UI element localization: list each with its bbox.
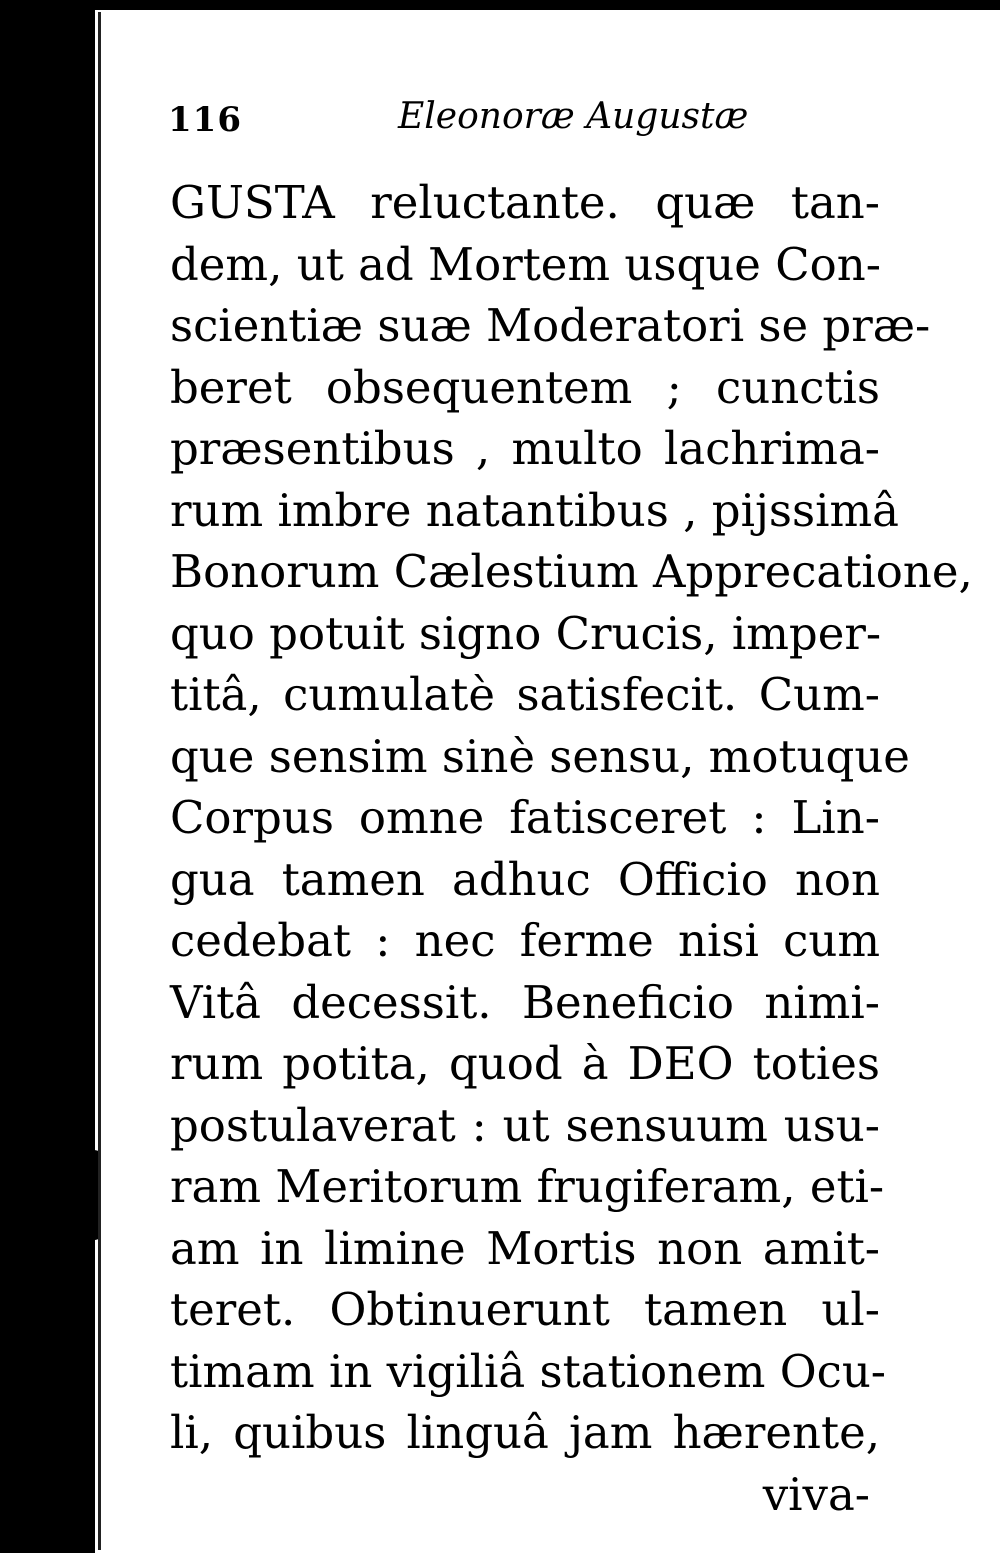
text-line: cedebat : nec ferme nisi cum [170,914,880,967]
text-line: rum potita, quod à DEO toties [170,1037,880,1090]
text-line: ram Meritorum frugiferam, eti- [170,1160,885,1213]
text-line: beret obsequentem ; cunctis [170,360,880,414]
text-line: teret. Obtinuerunt tamen ul- [170,1283,880,1336]
text-line: Bonorum Cælestium Apprecatione, [170,545,973,598]
text-line: am in limine Mortis non amit- [170,1221,880,1275]
running-head-title: Eleonoræ Augustæ [398,96,749,137]
running-head [168,96,749,146]
text-line: GUSTA reluctante. quæ tan- [170,176,880,229]
text-line: dem, ut ad Mortem usque Con- [170,237,881,291]
text-line: timam in vigiliâ stationem Ocu- [170,1344,887,1398]
catchword: viva- [762,1467,870,1521]
text-line: que sensim sinè sensu, motuque [170,729,910,783]
text-line: præsentibus , multo lachrima- [170,422,880,475]
page-number: 116 [168,100,242,140]
text-line: Corpus omne fatisceret : Lin- [170,791,880,844]
text-line: rum imbre natantibus , pijssimâ [170,483,899,537]
text-line: gua tamen adhuc Officio non [170,852,880,906]
text-line: titâ, cumulatè satisfecit. Cum- [170,668,880,721]
text-line: postulaverat : ut sensuum usu- [170,1098,880,1152]
text-line: scientiæ suæ Moderatori se præ- [170,299,931,352]
book-binding-edge [0,0,95,1553]
text-line: li, quibus linguâ jam hærente, [170,1406,880,1459]
top-page-edge [95,0,1000,10]
body-text [170,172,973,1525]
text-line: Vitâ decessit. Beneficio nimi- [170,975,880,1029]
text-line: quo potuit signo Crucis, imper- [170,606,882,660]
